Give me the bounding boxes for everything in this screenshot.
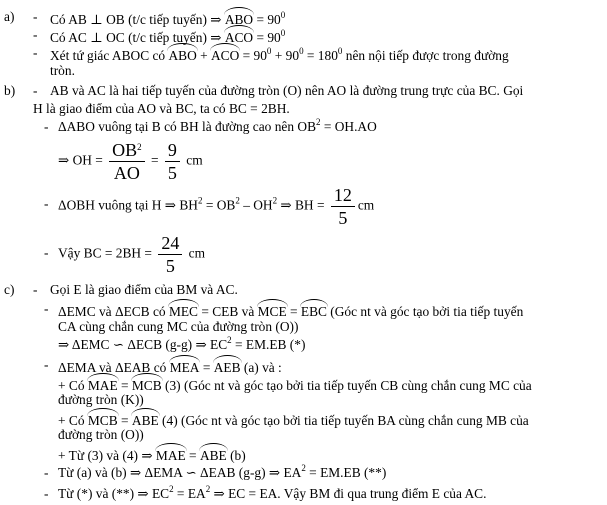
part-c-line-3: CA cùng chắn cung MC của đường tròn (O)) bbox=[58, 319, 299, 334]
bullet: - bbox=[33, 83, 38, 98]
part-b-label: b) bbox=[4, 83, 16, 98]
part-c-line-6: + Có MAE = MCB (3) (Góc nt và góc tạo bởi tia tiếp tuyến CB cùng chắn cung MC của bbox=[58, 378, 532, 393]
part-c-line-7: đường tròn (K)) bbox=[58, 392, 144, 407]
part-c-line-11: Từ (a) và (b) ⇒ ΔEMA ∽ ΔEAB (g-g) ⇒ $EA^2 = EM.EB$ (**) bbox=[58, 463, 387, 480]
part-c-line-2: ΔEMC và ΔECB có MEC = CEB và MCE = EBC (Góc nt và góc tạo bởi tia tiếp tuyến bbox=[58, 304, 524, 319]
part-a-line-3: Xét tứ giác ABOC có ABO + ACO = $90^0 + 90^0 = 180^0$ nên nội tiếp được trong đường bbox=[50, 46, 509, 63]
part-c-line-9: đường tròn (O)) bbox=[58, 427, 144, 442]
fraction: $\frac{9}{5}$ bbox=[165, 141, 180, 182]
angle-arc: ABE bbox=[199, 448, 227, 463]
part-c-line-8: + Có MCB = ABE (4) (Góc nt và góc tạo bởi tia tiếp tuyến BA cùng chắn cung MB của bbox=[58, 413, 529, 428]
angle-arc: ABO bbox=[168, 48, 197, 63]
bullet: - bbox=[44, 357, 49, 372]
oh-formula: ⇒ OH = $\frac{OB^2}{AO}$ = $\frac{9}{5}$ cm bbox=[58, 140, 203, 183]
angle-arc: ACO bbox=[211, 48, 240, 63]
bh-formula: ΔOBH vuông tại H ⇒ $BH^2 = OB^2 - OH^2$ ⇒ BH = $\frac{12}{5}$ cm bbox=[58, 185, 375, 228]
part-c-line-10: + Từ (3) và (4) ⇒ MAE = ABE (b) bbox=[58, 448, 246, 463]
part-c-line-5: ΔEMA và ΔEAB có MEA = AEB (a) và : bbox=[58, 360, 282, 375]
part-a-line-4: tròn. bbox=[50, 63, 75, 78]
bullet: - bbox=[33, 27, 38, 42]
part-b-line-2: H là giao điểm của AO và BC, ta có BC = 2BH. bbox=[33, 101, 290, 116]
angle-arc: ABE bbox=[131, 413, 159, 428]
part-b-line-1: AB và AC là hai tiếp tuyến của đường tròn (O) nên AO là đường trung trực của BC. Gọi bbox=[50, 83, 524, 98]
angle-arc: MCB bbox=[87, 413, 118, 428]
angle-arc: ABO bbox=[224, 12, 254, 27]
angle-arc: MEA bbox=[169, 360, 200, 375]
bc-formula: Vậy BC = 2BH = $\frac{24}{5}$ cm bbox=[58, 233, 206, 276]
part-a-label: a) bbox=[4, 9, 15, 24]
part-b-line-3: ΔABO vuông tại B có BH là đường cao nên $OB^2 = OH.AO$ bbox=[58, 117, 377, 134]
angle-arc: ACO bbox=[224, 30, 254, 45]
part-c-line-4: ⇒ ΔEMC ∽ ΔECB (g-g) ⇒ $EC^2 = EM.EB$ (*) bbox=[58, 335, 306, 352]
angle-arc: MAE bbox=[155, 448, 186, 463]
bullet: - bbox=[33, 282, 38, 297]
part-a-line-1: Có AB ⊥ OB (t/c tiếp tuyến) ⇒ ABO = $90^0$ bbox=[50, 10, 286, 27]
angle-arc: MEC bbox=[168, 304, 198, 319]
part-c-line-1: Gọi E là giao điểm của BM và AC. bbox=[50, 282, 238, 297]
bullet: - bbox=[33, 45, 38, 60]
part-c-label: c) bbox=[4, 282, 15, 297]
bullet: - bbox=[44, 301, 49, 316]
bullet: - bbox=[44, 119, 49, 134]
angle-arc: AEB bbox=[213, 360, 241, 375]
bullet: - bbox=[44, 465, 49, 480]
bullet: - bbox=[44, 196, 49, 211]
bullet: - bbox=[44, 245, 49, 260]
bullet: - bbox=[44, 486, 49, 501]
part-a-line-2: Có AC ⊥ OC (t/c tiếp tuyến) ⇒ ACO = $90^0$ bbox=[50, 28, 286, 45]
fraction: $\frac{24}{5}$ bbox=[158, 234, 182, 275]
bullet: - bbox=[33, 9, 38, 24]
angle-arc: EBC bbox=[300, 304, 327, 319]
fraction: $\frac{12}{5}$ bbox=[331, 186, 355, 227]
angle-arc: MAE bbox=[87, 378, 118, 393]
fraction: $\frac{OB^2}{AO}$ bbox=[109, 141, 145, 182]
angle-arc: MCB bbox=[131, 378, 162, 393]
angle-arc: MCE bbox=[257, 304, 287, 319]
part-c-line-12: Từ (*) và (**) ⇒ $EC^2 = EA^2$ ⇒ EC = EA. Vậy BM đi qua trung điểm E của AC. bbox=[58, 484, 487, 501]
